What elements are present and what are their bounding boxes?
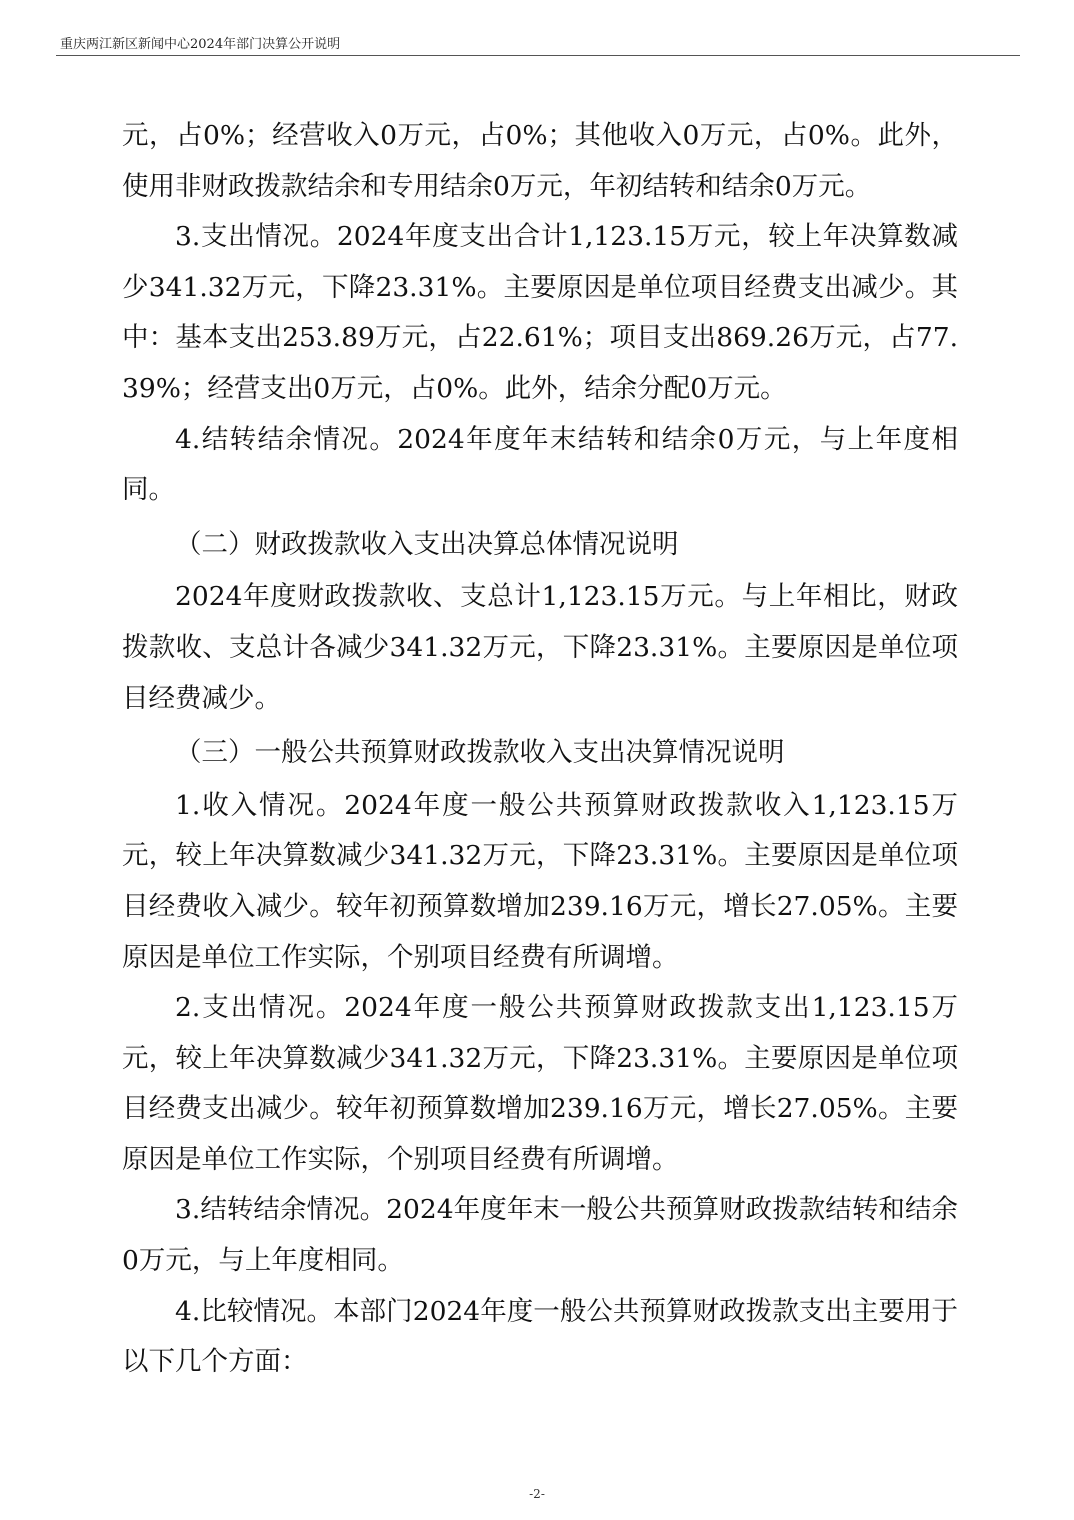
paragraph-carryover-balance: 4.结转结余情况。2024年度年末结转和结余0万元，与上年度相同。 [122,423,958,506]
running-header-title: 重庆两江新区新闻中心2024年部门决算公开说明 [60,37,341,52]
page-number: -2- [529,1487,545,1501]
paragraph-comparison: 4.比较情况。本部门2024年度一般公共预算财政拨款支出主要用于以下几个方面： [122,1295,958,1378]
document-body [122,111,958,1388]
paragraph-income-continuation: 元，占0%；经营收入0万元，占0%；其他收入0万元，占0%。此外，使用非财政拨款结余和专用结余0万元，年初结转和结余0万元。 [122,120,958,202]
section-heading-fiscal-overview: （二）财政拨款收入支出决算总体情况说明 [175,528,679,560]
header-divider [56,55,1020,56]
paragraph-general-income: 1.收入情况。2024年度一般公共预算财政拨款收入1,123.15万元，较上年决算数减少341.32万元，下降23.31%。主要原因是单位项目经费收入减少。较年初预算数增加239.16万元，增长27.05%。主要原因是单位工作实际，个别项目经费有所调增。 [122,789,958,973]
paragraph-fiscal-overview: 2024年度财政拨款收、支总计1,123.15万元。与上年相比，财政拨款收、支总计各减少341.32万元，下降23.31%。主要原因是单位项目经费减少。 [122,581,958,714]
section-heading-general-budget: （三）一般公共预算财政拨款收入支出决算情况说明 [175,737,785,769]
paragraph-general-expenditure: 2.支出情况。2024年度一般公共预算财政拨款支出1,123.15万元，较上年决算数减少341.32万元，下降23.31%。主要原因是单位项目经费支出减少。较年初预算数增加239.16万元，增长27.05%。主要原因是单位工作实际，个别项目经费有所调增。 [122,992,958,1175]
paragraph-expenditure: 3.支出情况。2024年度支出合计1,123.15万元，较上年决算数减少341.32万元，下降23.31%。主要原因是单位项目经费支出减少。其中：基本支出253.89万元，占22.61%；项目支出869.26万元，占77.39%；经营支出0万元，占0%。此外，结余分配0万元。 [122,221,958,404]
paragraph-general-carryover: 3.结转结余情况。2024年度年末一般公共预算财政拨款结转和结余0万元，与上年度相同。 [122,1194,958,1277]
